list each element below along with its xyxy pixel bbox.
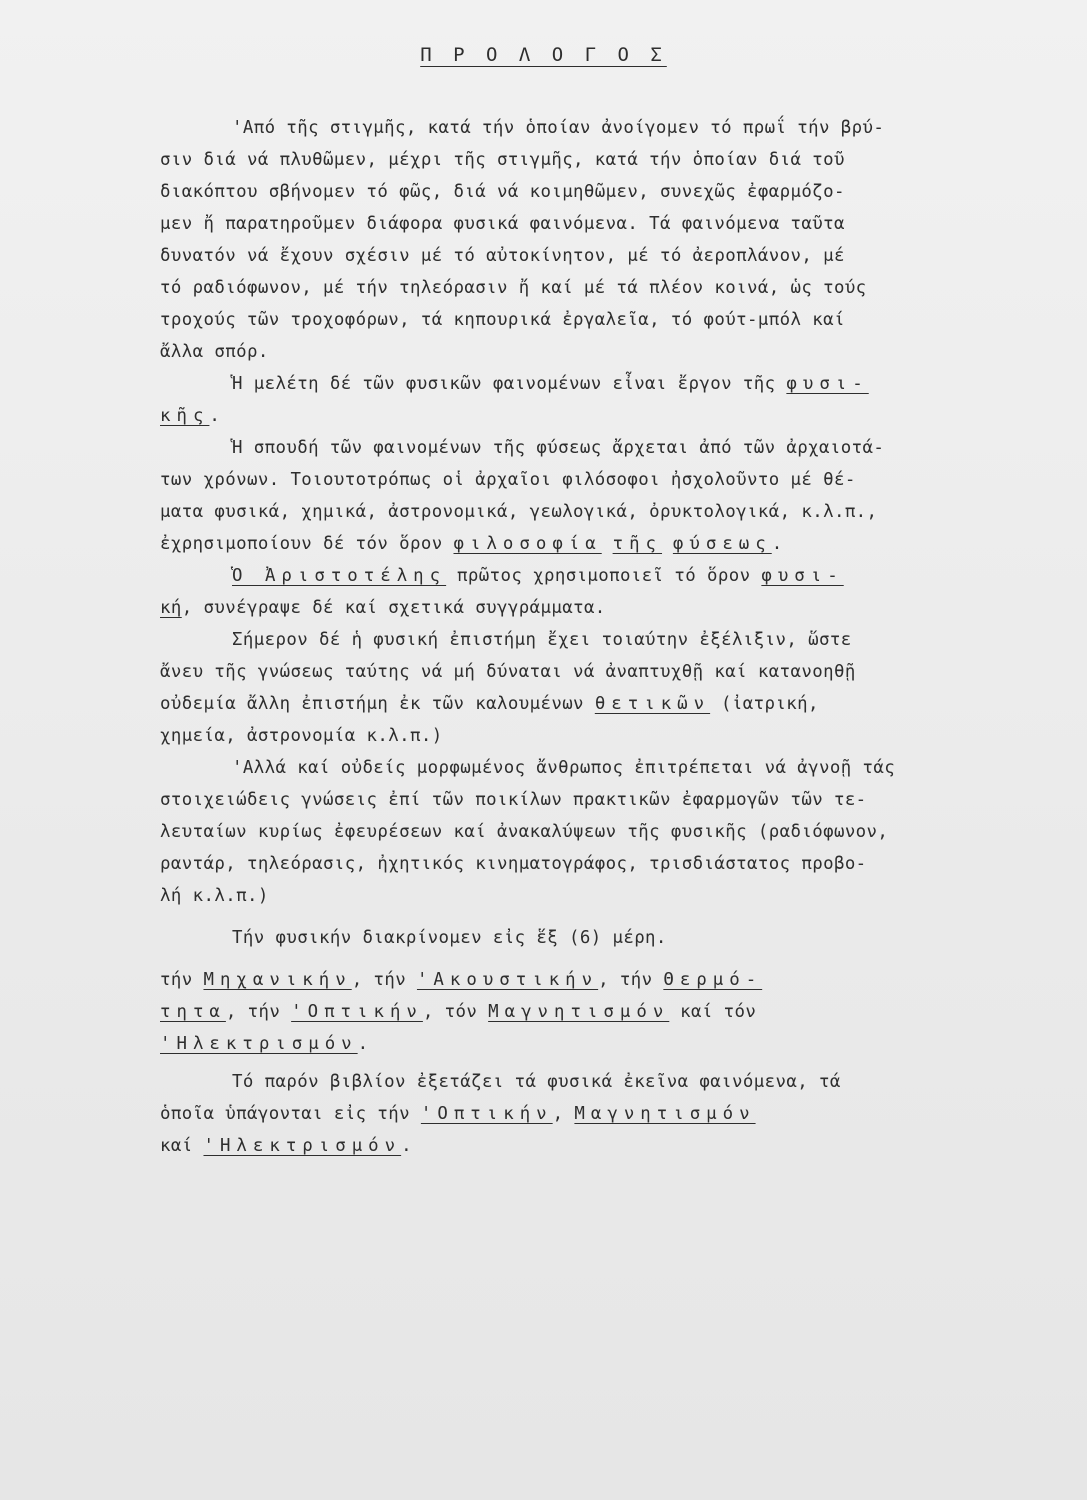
text-segment: Ἡ σπουδή τῶν φαινομένων τῆς φύσεως ἄρχεται ἀπό τῶν ἀρχαιοτά-	[232, 438, 885, 458]
text-segment: , τήν	[351, 970, 417, 990]
text-segment: λευταίων κυρίως ἐφευρέσεων καί ἀνακαλύψεων τῆς φυσικῆς (ραδιόφωνον,	[160, 822, 889, 842]
text-segment: .	[209, 406, 221, 426]
text-line	[160, 176, 1065, 208]
text-line	[160, 240, 1065, 272]
text-line	[160, 964, 1065, 996]
text-line	[160, 528, 1065, 560]
text-line	[160, 560, 1065, 592]
text-segment: τροχούς τῶν τροχοφόρων, τά κηπουρικά ἐργαλεῖα, τό φούτ-μπόλ καί	[160, 310, 845, 330]
text-segment: .	[401, 1136, 412, 1156]
text-segment: τό ραδιόφωνον, μέ τήν τηλεόρασιν ἤ καί μέ τά πλέον κοινά, ὡς τούς	[160, 278, 867, 298]
text-segment: σιν διά νά πλυθῶμεν, μέχρι τῆς στιγμῆς, κατά τήν ὁποίαν διά τοῦ	[160, 150, 845, 170]
emphasized-term: Μαγνητισμόν	[574, 1104, 756, 1124]
text-line	[160, 368, 1065, 400]
text-line	[160, 400, 1065, 432]
text-segment: ,	[552, 1104, 575, 1124]
text-line	[160, 880, 1065, 912]
emphasized-term: τῆς	[612, 534, 663, 554]
text-line	[160, 848, 1065, 880]
text-segment: λή κ.λ.π.)	[160, 886, 269, 906]
text-segment: ματα φυσικά, χημικά, ἀστρονομικά, γεωλογικά, ὀρυκτολογικά, κ.λ.π.,	[160, 502, 878, 522]
text-segment: (ἰατρική,	[710, 694, 819, 714]
text-line	[160, 112, 1065, 144]
text-segment: χημεία, ἀστρονομία κ.λ.π.)	[160, 726, 443, 746]
text-line	[160, 336, 1065, 368]
text-segment: Τό παρόν βιβλίον ἐξετάζει τά φυσικά ἐκεῖνα φαινόμενα, τά	[232, 1072, 841, 1092]
text-segment: , τόν	[422, 1002, 489, 1022]
emphasized-term: φυσι-	[761, 566, 844, 586]
text-line	[160, 922, 1065, 954]
text-line	[160, 784, 1065, 816]
text-line	[160, 1066, 1065, 1098]
emphasized-term: Θερμό-	[663, 970, 763, 990]
text-segment: , συνέγραψε δέ καί σχετικά συγγράμματα.	[181, 598, 606, 618]
text-segment: 'Αλλά καί οὐδείς μορφωμένος ἄνθρωπος ἐπιτρέπεται νά ἀγνοῇ τάς	[232, 758, 896, 778]
text-segment: , τήν	[225, 1002, 292, 1022]
text-segment: Τήν φυσικήν διακρίνομεν εἰς ἕξ (6) μέρη.	[232, 928, 667, 948]
text-line	[160, 816, 1065, 848]
text-segment: δυνατόν νά ἔχουν σχέσιν μέ τό αὐτοκίνητον, μέ τό ἀεροπλάνον, μέ	[160, 246, 845, 266]
text-segment: πρῶτος χρησιμοποιεῖ τό ὅρον	[446, 566, 762, 586]
text-segment: , τήν	[598, 970, 664, 990]
emphasized-term: 'Ακουστικήν	[416, 970, 599, 990]
text-segment	[662, 534, 673, 554]
text-segment: καί τόν	[669, 1002, 757, 1022]
text-segment: ἄνευ τῆς γνώσεως ταύτης νά μή δύναται νά ἀναπτυχθῇ καί κατανοηθῇ	[160, 662, 856, 682]
text-line	[160, 688, 1065, 720]
text-line	[160, 496, 1065, 528]
emphasized-term: Μηχανικήν	[203, 970, 352, 990]
emphasized-term: 'Ηλεκτρισμόν	[160, 1034, 358, 1054]
text-line	[160, 208, 1065, 240]
text-segment: ὁποῖα ὑπάγονται εἰς τήν	[160, 1104, 421, 1124]
text-line	[160, 1098, 1065, 1130]
emphasized-term: κή	[160, 598, 182, 618]
text-segment: διακόπτου σβήνομεν τό φῶς, διά νά κοιμηθῶμεν, συνεχῶς ἐφαρμόζο-	[160, 182, 845, 202]
text-segment: ραντάρ, τηλεόρασις, ἠχητικός κινηματογράφος, τρισδιάστατος προβο-	[160, 854, 867, 874]
text-line	[160, 304, 1065, 336]
text-line	[160, 624, 1065, 656]
text-segment: 'Από τῆς στιγμῆς, κατά τήν ὁποίαν ἀνοίγομεν τό πρωΐ τήν βρύ-	[232, 118, 885, 138]
text-segment: στοιχειώδεις γνώσεις ἐπί τῶν ποικίλων πρακτικῶν ἐφαρμογῶν τῶν τε-	[160, 790, 867, 810]
emphasized-term: τητα	[160, 1002, 226, 1022]
text-line	[160, 752, 1065, 784]
emphasized-term: Μαγνητισμόν	[488, 1002, 670, 1022]
text-line	[160, 656, 1065, 688]
emphasized-term: φύσεως	[672, 534, 772, 554]
emphasized-term: φυσι-	[786, 374, 869, 394]
text-segment: .	[357, 1034, 369, 1054]
text-segment: ἐχρησιμοποίουν δέ τόν ὅρον	[160, 534, 454, 554]
text-line	[160, 592, 1065, 624]
text-segment: καί	[160, 1136, 204, 1156]
text-line	[160, 996, 1065, 1028]
text-segment: ἄλλα σπόρ.	[160, 342, 269, 362]
emphasized-term: Ὁ Ἀριστοτέλης	[232, 566, 447, 586]
text-segment: Σήμερον δέ ἡ φυσική ἐπιστήμη ἔχει τοιαύτην ἐξέλιξιν, ὥστε	[232, 630, 852, 650]
emphasized-term: 'Ηλεκτρισμόν	[203, 1136, 402, 1156]
text-line	[160, 144, 1065, 176]
emphasized-term: φιλοσοφία	[453, 534, 602, 554]
text-segment: των χρόνων. Τοιουτοτρόπως οἱ ἀρχαῖοι φιλόσοφοι ἠσχολοῦντο μέ θέ-	[160, 470, 856, 490]
emphasized-term: 'Οπτικήν	[291, 1002, 423, 1022]
page-title: Π Ρ Ο Λ Ο Γ Ο Σ	[420, 44, 667, 66]
document-body	[160, 112, 1065, 1162]
text-line	[160, 464, 1065, 496]
text-segment: οὐδεμία ἄλλη ἐπιστήμη ἐκ τῶν καλουμένων	[160, 694, 595, 714]
emphasized-term: 'Οπτικήν	[420, 1104, 553, 1124]
text-line	[160, 272, 1065, 304]
text-segment	[602, 534, 613, 554]
text-line	[160, 1130, 1065, 1162]
text-segment: τήν	[160, 970, 204, 990]
text-segment: .	[771, 534, 783, 554]
emphasized-term: κῆς	[160, 406, 210, 426]
text-segment: μεν ἤ παρατηροῦμεν διάφορα φυσικά φαινόμενα. Τά φαινόμενα ταῦτα	[160, 214, 845, 234]
text-line	[160, 432, 1065, 464]
text-line	[160, 1028, 1065, 1060]
text-line	[160, 720, 1065, 752]
emphasized-term: θετικῶν	[594, 694, 711, 714]
text-segment: Ἡ μελέτη δέ τῶν φυσικῶν φαινομένων εἶναι ἔργον τῆς	[232, 374, 787, 394]
